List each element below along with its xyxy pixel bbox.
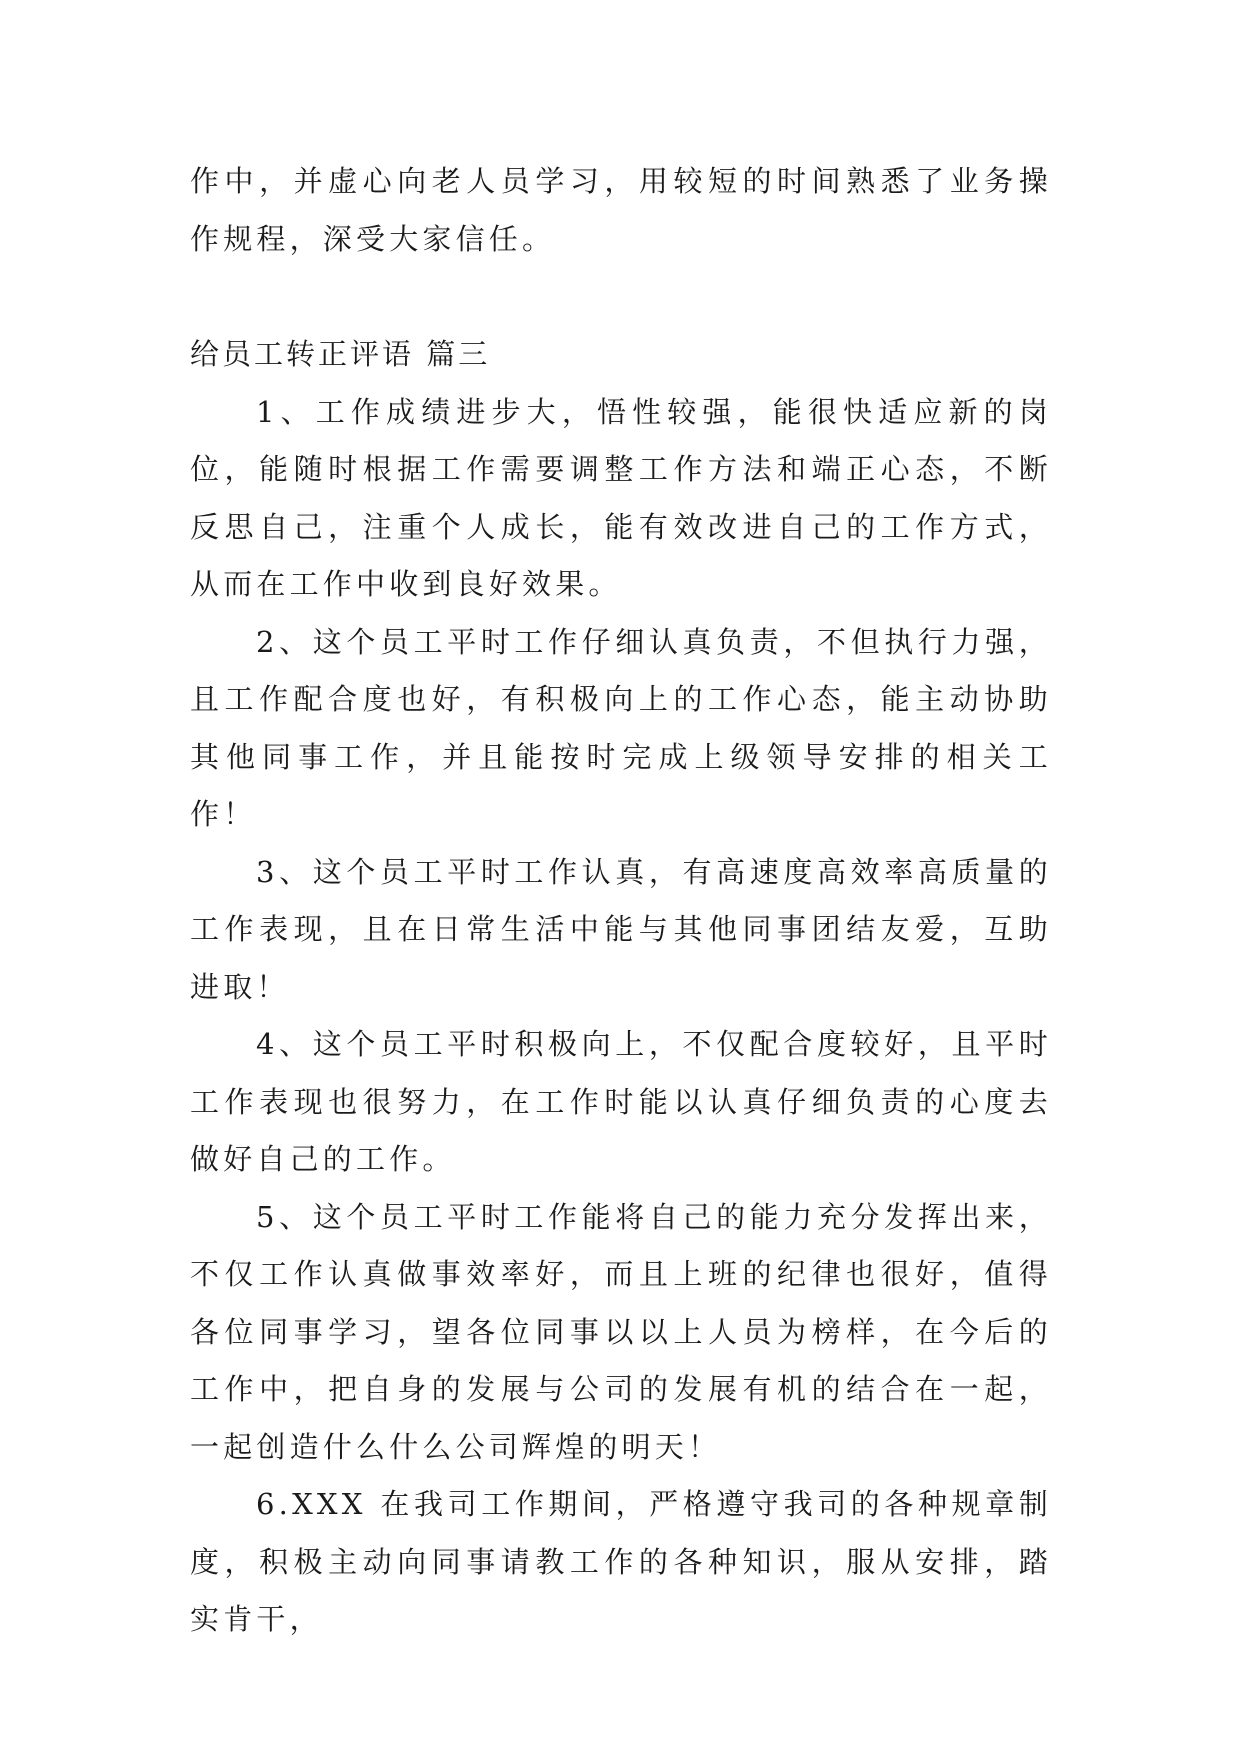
comment-item-2: 2、这个员工平时工作仔细认真负责，不但执行力强，且工作配合度也好，有积极向上的工作心态，能主动协助其他同事工作，并且能按时完成上级领导安排的相关工作！ — [190, 624, 1052, 831]
intro-paragraph: 作中，并虚心向老人员学习，用较短的时间熟悉了业务操作规程，深受大家信任。 — [190, 164, 1052, 256]
document-body — [190, 153, 1052, 1649]
comment-item-3: 3、这个员工平时工作认真，有高速度高效率高质量的工作表现，且在日常生活中能与其他同事团结友爱，互助进取！ — [190, 854, 1052, 1004]
comment-item-4: 4、这个员工平时积极向上，不仅配合度较好，且平时工作表现也很努力，在工作时能以认真仔细负责的心度去做好自己的工作。 — [190, 1027, 1052, 1176]
section-title: 给员工转正评语 篇三 — [190, 337, 491, 371]
comment-item-1: 1、工作成绩进步大，悟性较强，能很快适应新的岗位，能随时根据工作需要调整工作方法和端正心态，不断反思自己，注重个人成长，能有效改进自己的工作方式，从而在工作中收到良好效果。 — [190, 394, 1052, 601]
comment-item-5: 5、这个员工平时工作能将自己的能力充分发挥出来，不仅工作认真做事效率好，而且上班的纪律也很好，值得各位同事学习，望各位同事以以上人员为榜样，在今后的工作中，把自身的发展与公司的发展有机的结合在一起，一起创造什么什么公司辉煌的明天！ — [190, 1199, 1052, 1464]
comment-item-6: 6.XXX 在我司工作期间，严格遵守我司的各种规章制度，积极主动向同事请教工作的各种知识，服从安排，踏实肯干， — [190, 1487, 1052, 1636]
